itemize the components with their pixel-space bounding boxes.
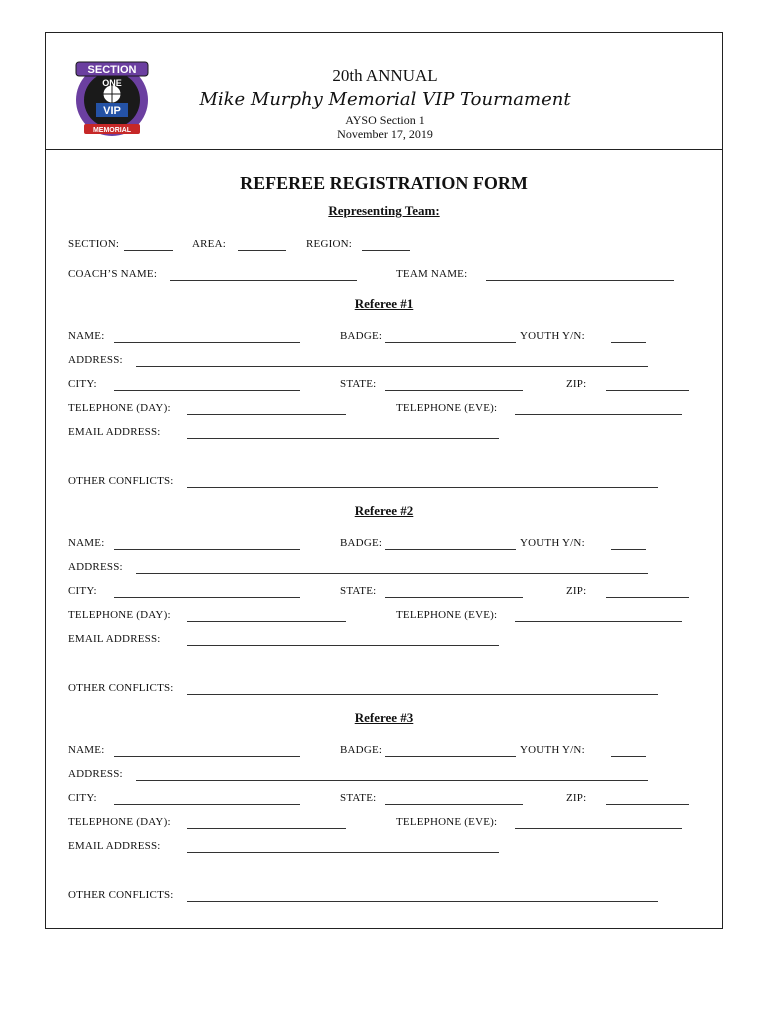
referee-1-email-label: EMAIL ADDRESS: [68, 426, 161, 438]
svg-text:MEMORIAL: MEMORIAL [92, 127, 132, 134]
tournament-name: Mike Murphy Memorial VIP Tournament [199, 89, 571, 110]
referee-3-tel-day-label: TELEPHONE (DAY): [68, 816, 171, 828]
referee-2-email-label: EMAIL ADDRESS: [68, 633, 161, 645]
referee-3-address-label: ADDRESS: [68, 768, 123, 780]
referee-1-youth-field[interactable] [611, 342, 646, 343]
referee-2-name-field[interactable] [114, 549, 300, 550]
referee-2-state-label: STATE: [340, 585, 377, 597]
referee-2-address-field[interactable] [136, 573, 648, 574]
referee-1-youth-label: YOUTH Y/N: [520, 330, 585, 342]
coach-name-field[interactable] [170, 280, 357, 281]
referee-1-badge-label: BADGE: [340, 330, 383, 342]
referee-1-email-field[interactable] [187, 438, 499, 439]
referee-1-tel-eve-label: TELEPHONE (EVE): [396, 402, 498, 414]
referee-3-address-field[interactable] [136, 780, 648, 781]
section-one-logo [70, 56, 154, 140]
referee-3-heading: Referee #3 [354, 710, 414, 725]
svg-text:ONE: ONE [102, 78, 122, 88]
referee-1-zip-field[interactable] [606, 390, 689, 391]
referee-3-badge-label: BADGE: [340, 744, 383, 756]
header-divider [45, 149, 723, 150]
coach-name-label: COACH’S NAME: [68, 268, 158, 280]
referee-3-youth-label: YOUTH Y/N: [520, 744, 585, 756]
referee-1-tel-day-field[interactable] [187, 414, 346, 415]
referee-2-conflicts-field[interactable] [187, 694, 658, 695]
referee-3-zip-field[interactable] [606, 804, 689, 805]
referee-2-name-label: NAME: [68, 537, 105, 549]
referee-2-zip-field[interactable] [606, 597, 689, 598]
referee-1-conflicts-label: OTHER CONFLICTS: [68, 475, 174, 487]
referee-1-address-label: ADDRESS: [68, 354, 123, 366]
referee-1-name-label: NAME: [68, 330, 105, 342]
referee-3-city-field[interactable] [114, 804, 300, 805]
referee-1-conflicts-field[interactable] [187, 487, 658, 488]
referee-1-city-label: CITY: [68, 378, 97, 390]
referee-3-badge-field[interactable] [385, 756, 516, 757]
svg-text:VIP: VIP [103, 105, 121, 117]
referee-3-youth-field[interactable] [611, 756, 646, 757]
referee-3-zip-label: ZIP: [566, 792, 587, 804]
team-name-label: TEAM NAME: [396, 268, 468, 280]
referee-3-email-label: EMAIL ADDRESS: [68, 840, 161, 852]
referee-3-state-field[interactable] [385, 804, 523, 805]
section-field[interactable] [124, 250, 173, 251]
referee-1-zip-label: ZIP: [566, 378, 587, 390]
referee-2-youth-field[interactable] [611, 549, 646, 550]
team-name-field[interactable] [486, 280, 674, 281]
region-field[interactable] [362, 250, 410, 251]
svg-text:SECTION: SECTION [87, 64, 137, 76]
referee-3-name-field[interactable] [114, 756, 300, 757]
referee-2-state-field[interactable] [385, 597, 523, 598]
referee-2-zip-label: ZIP: [566, 585, 587, 597]
area-label: AREA: [192, 238, 226, 250]
event-date: November 17, 2019 [337, 127, 433, 141]
referee-3-name-label: NAME: [68, 744, 105, 756]
referee-1-tel-day-label: TELEPHONE (DAY): [68, 402, 171, 414]
referee-2-youth-label: YOUTH Y/N: [520, 537, 585, 549]
referee-3-conflicts-field[interactable] [187, 901, 658, 902]
referee-2-tel-day-field[interactable] [187, 621, 346, 622]
referee-1-address-field[interactable] [136, 366, 648, 367]
referee-2-city-field[interactable] [114, 597, 300, 598]
referee-2-tel-eve-field[interactable] [515, 621, 682, 622]
referee-2-badge-field[interactable] [385, 549, 516, 550]
header-edition: 20th ANNUAL [332, 66, 438, 85]
referee-2-heading: Referee #2 [354, 503, 414, 518]
referee-1-badge-field[interactable] [385, 342, 516, 343]
referee-2-email-field[interactable] [187, 645, 499, 646]
referee-1-state-field[interactable] [385, 390, 523, 391]
referee-3-state-label: STATE: [340, 792, 377, 804]
referee-1-city-field[interactable] [114, 390, 300, 391]
area-field[interactable] [238, 250, 286, 251]
referee-1-tel-eve-field[interactable] [515, 414, 682, 415]
organization: AYSO Section 1 [345, 113, 425, 127]
referee-2-tel-eve-label: TELEPHONE (EVE): [396, 609, 498, 621]
referee-2-conflicts-label: OTHER CONFLICTS: [68, 682, 174, 694]
referee-3-tel-eve-label: TELEPHONE (EVE): [396, 816, 498, 828]
referee-2-tel-day-label: TELEPHONE (DAY): [68, 609, 171, 621]
form-title: REFEREE REGISTRATION FORM [240, 173, 528, 193]
representing-team-heading: Representing Team: [328, 203, 440, 218]
section-label: SECTION: [68, 238, 120, 250]
referee-3-email-field[interactable] [187, 852, 499, 853]
referee-3-tel-eve-field[interactable] [515, 828, 682, 829]
referee-3-tel-day-field[interactable] [187, 828, 346, 829]
referee-1-heading: Referee #1 [354, 296, 414, 311]
region-label: REGION: [306, 238, 353, 250]
referee-3-conflicts-label: OTHER CONFLICTS: [68, 889, 174, 901]
referee-1-name-field[interactable] [114, 342, 300, 343]
referee-2-address-label: ADDRESS: [68, 561, 123, 573]
referee-3-city-label: CITY: [68, 792, 97, 804]
referee-2-badge-label: BADGE: [340, 537, 383, 549]
referee-2-city-label: CITY: [68, 585, 97, 597]
referee-1-state-label: STATE: [340, 378, 377, 390]
